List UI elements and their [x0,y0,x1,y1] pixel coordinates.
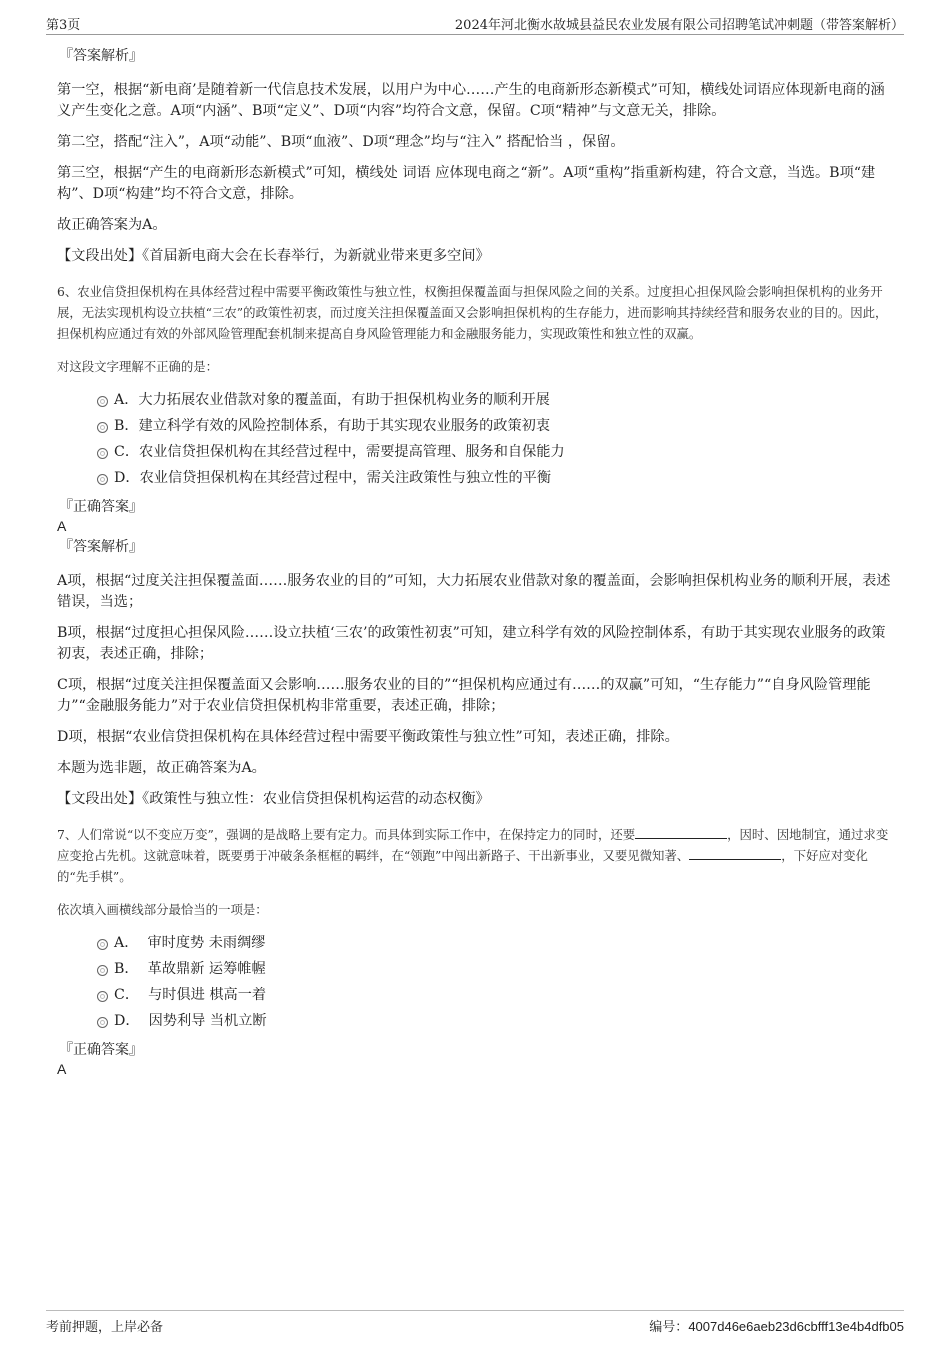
option-label: C．农业信贷担保机构在其经营过程中，需要提高管理、服务和自保能力 [114,444,565,460]
option-label: B．建立科学有效的风险控制体系，有助于其实现农业服务的政策初衷 [114,418,551,434]
source-citation: 【文段出处】《政策性与独立性：农业信贷担保机构运营的动态权衡》 [57,791,490,807]
radio-button[interactable] [97,1017,108,1028]
document-id: 编号：4007d46e6aeb23d6cbfff13e4b4dfb05 [649,1319,904,1335]
radio-button[interactable] [97,448,108,459]
analysis-paragraph: D项，根据“农业信贷担保机构在具体经营过程中需要平衡政策性与独立性”可知，表述正确，排除。 [57,729,679,745]
blank-line [635,824,727,839]
analysis-paragraph: A项，根据“过度关注担保覆盖面……服务农业的目的”可知，大力拓展农业借款对象的覆盖面，会影响担保机构业务的顺利开展，表述错误，当选； [57,573,891,610]
correct-answer: A [57,518,67,534]
option-a[interactable] [57,930,897,956]
correct-answer-label: 『正确答案』 [59,1042,143,1058]
analysis-paragraph: C项，根据“过度关注担保覆盖面又会影响……服务农业的目的”“担保机构应通过有……的双赢”可知，“生存能力”“自身风险管理能力”“金融服务能力”对于农业信贷担保机构非常重要，表述正确，排除； [57,677,871,714]
option-label: D． 因势利导 当机立断 [114,1013,267,1029]
option-label: C． 与时俱进 棋高一着 [114,987,267,1003]
question-prompt: 对这段文字理解不正确的是： [57,359,219,374]
option-list [57,930,897,1034]
question-stem: 7、人们常说“以不变应万变”，强调的是战略上要有定力。而具体到实际工作中，在保持定力的同时，还要 ，因时、因地制宜，通过求变应变抢占先机。这就意味着，既要勇于冲破条条框框的羁绊，在“领跑”中闯出新路子、干出新事业，又要见微知著、 ，下好应对变化的“先手棋”。 [57,824,897,887]
page-header [46,14,904,35]
correct-answer-label: 『正确答案』 [59,499,143,515]
option-b[interactable] [57,413,897,439]
question-prompt: 依次填入画横线部分最恰当的一项是： [57,902,268,917]
analysis-paragraph: 第二空，搭配“注入”，A项“动能”、B项“血液”、D项“理念”均与“注入” 搭配恰当 ，保留。 [57,134,625,150]
correct-answer: A [57,1061,67,1077]
analysis-paragraph: 第三空，根据“产生的电商新形态新模式”可知，横线处 词语 应体现电商之“新”。A项“重构”指重新构建，符合文意，当选。B项“建构”、D项“构建”均不符合文意，排除。 [57,165,876,202]
option-label: A．大力拓展农业借款对象的覆盖面，有助于担保机构业务的顺利开展 [114,392,550,408]
option-label: B． 革故鼎新 运筹帷幄 [114,961,266,977]
page-number: 第3页 [46,18,81,33]
page-content [57,46,897,1078]
footer-slogan: 考前押题，上岸必备 [46,1320,164,1335]
radio-button[interactable] [97,939,108,950]
analysis-paragraph: B项，根据“过度担心担保风险……设立扶植‘三农’的政策性初衷”可知，建立科学有效的风险控制体系，有助于其实现农业服务的政策初衷，表述正确，排除； [57,625,886,662]
option-d[interactable] [57,465,897,491]
option-label: A． 审时度势 未雨绸缪 [114,935,266,951]
document-title: 2024年河北衡水故城县益民农业发展有限公司招聘笔试冲刺题（带答案解析） [454,18,904,33]
radio-button[interactable] [97,396,108,407]
radio-button[interactable] [97,965,108,976]
option-b[interactable] [57,956,897,982]
page-footer [46,1310,904,1335]
radio-button[interactable] [97,474,108,485]
source-citation: 【文段出处】《首届新电商大会在长春举行，为新就业带来更多空间》 [57,248,490,264]
option-list [57,387,897,491]
analysis-label: 『答案解析』 [59,48,143,64]
question-stem: 6、农业信贷担保机构在具体经营过程中需要平衡政策性与独立性，权衡担保覆盖面与担保风险之间的关系。过度担心担保风险会影响担保机构的业务开展，无法实现机构设立扶植“三农”的政策性初衷，而过度关注担保覆盖面又会影响担保机构的生存能力，进而影响其持续经营和服务农业的目的。因此，担保机构应通过有效的外部风险管理配套机制来提高自身风险管理能力和金融服务能力，实现政策性和独立性的双赢。 [57,284,888,341]
option-a[interactable] [57,387,897,413]
radio-button[interactable] [97,991,108,1002]
option-label: D．农业信贷担保机构在其经营过程中，需关注政策性与独立性的平衡 [114,470,552,486]
option-c[interactable] [57,439,897,465]
analysis-label: 『答案解析』 [59,539,143,555]
option-d[interactable] [57,1008,897,1034]
analysis-paragraph: 第一空，根据“新电商’是随着新一代信息技术发展，以用户为中心……产生的电商新形态新模式”可知，横线处词语应体现新电商的涵义产生变化之意。A项“内涵”、B项“定义”、D项“内容”均符合文意，保留。C项“精神”与文意无关，排除。 [57,82,885,119]
analysis-conclusion: 本题为选非题，故正确答案为A。 [57,760,266,776]
option-c[interactable] [57,982,897,1008]
analysis-conclusion: 故正确答案为A。 [57,217,167,233]
radio-button[interactable] [97,422,108,433]
blank-line [689,845,781,860]
